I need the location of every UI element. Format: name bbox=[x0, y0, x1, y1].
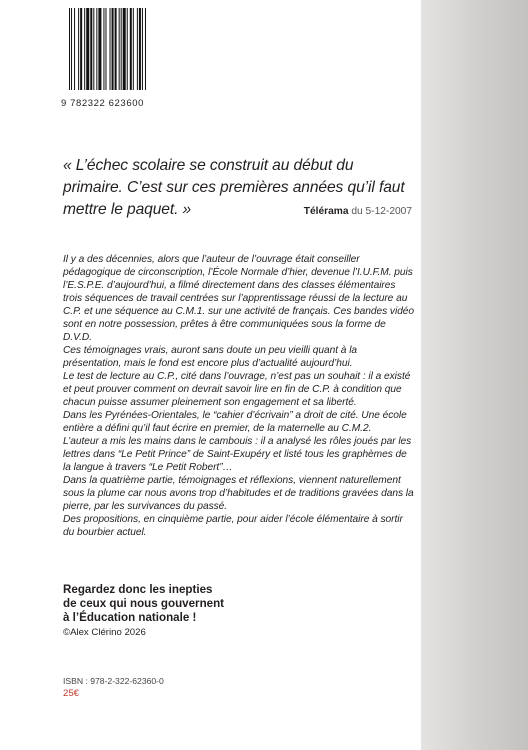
closing-line: à l’Éducation nationale ! bbox=[63, 611, 197, 624]
isbn: ISBN : 978-2-322-62360-0 bbox=[63, 676, 164, 686]
page-edge-shadow bbox=[421, 0, 528, 750]
blurb bbox=[63, 253, 415, 539]
blurb-paragraph: Dans la quatrième partie, témoignages et réflexions, viennent naturellement sous la plume car nous avons trop d’habitudes et de traditions gravées dans la pierre, par les survivances du passé. bbox=[63, 475, 414, 512]
blurb-paragraph: Il y a des décennies, alors que l’auteur de l’ouvrage était conseiller pédagogique de circonscription, l’École Normale d’hier, devenue l’I.U.F.M. puis l’E.S.P.E. d’aujourd’hui, a filmé directement dans des classes élémentaires trois séquences de travail centrées sur l’apprentissage réussi de la lecture au C.P. et une séquence au C.M.1. sur une activité de français. Ces bandes vidéo sont en notre possession, prêtes à être communiquées sous la forme de D.V.D. bbox=[63, 254, 415, 343]
barcode-digits: 9 782322 623600 bbox=[61, 98, 144, 109]
blurb-paragraph: L’auteur a mis les mains dans le cambouis : il a analysé les rôles joués par les lettres dans “Le Petit Prince” de Saint-Exupéry et listé tous les graphèmes de la langue à travers “Le Petit Robert”… bbox=[63, 436, 412, 473]
blurb-paragraph: Des propositions, en cinquième partie, pour aider l’école élémentaire à sortir du bourbier actuel. bbox=[63, 514, 403, 538]
quote-source-date: du 5-12-2007 bbox=[351, 206, 412, 217]
price: 25€ bbox=[63, 688, 80, 699]
closing-line: Regardez donc les inepties bbox=[63, 583, 213, 596]
press-quote: « L’échec scolaire se construit au début du primaire. C’est sur ces premières années qu’il faut mettre le paquet. » bbox=[63, 157, 405, 218]
closing-line: de ceux qui nous gouvernent bbox=[63, 597, 225, 610]
copyright: ©Alex Clérino 2026 bbox=[63, 627, 146, 638]
blurb-paragraph: Le test de lecture au C.P., cité dans l’ouvrage, n’est pas un souhait : il a existé et peut prouver comment on devrait savoir lire en fin de C.P. à condition que chacun puisse assumer pleinement son engagement et sa liberté. bbox=[63, 371, 411, 408]
quote-source bbox=[262, 206, 412, 217]
quote-source-name: Télérama bbox=[303, 206, 349, 217]
closing-statement bbox=[63, 583, 323, 625]
barcode-icon bbox=[69, 8, 147, 90]
blurb-paragraph: Dans les Pyrénées-Orientales, le “cahier d’écrivain” a droit de cité. Une école entière a défini qu’il faut écrire en premier, de la maternelle au C.M.2. bbox=[63, 410, 407, 434]
barcode-block bbox=[57, 0, 155, 118]
blurb-paragraph: Ces témoignages vrais, auront sans doute un peu vieilli quant à la présentation, mais le fond est encore plus d’actualité aujourd’hui. bbox=[63, 345, 358, 369]
